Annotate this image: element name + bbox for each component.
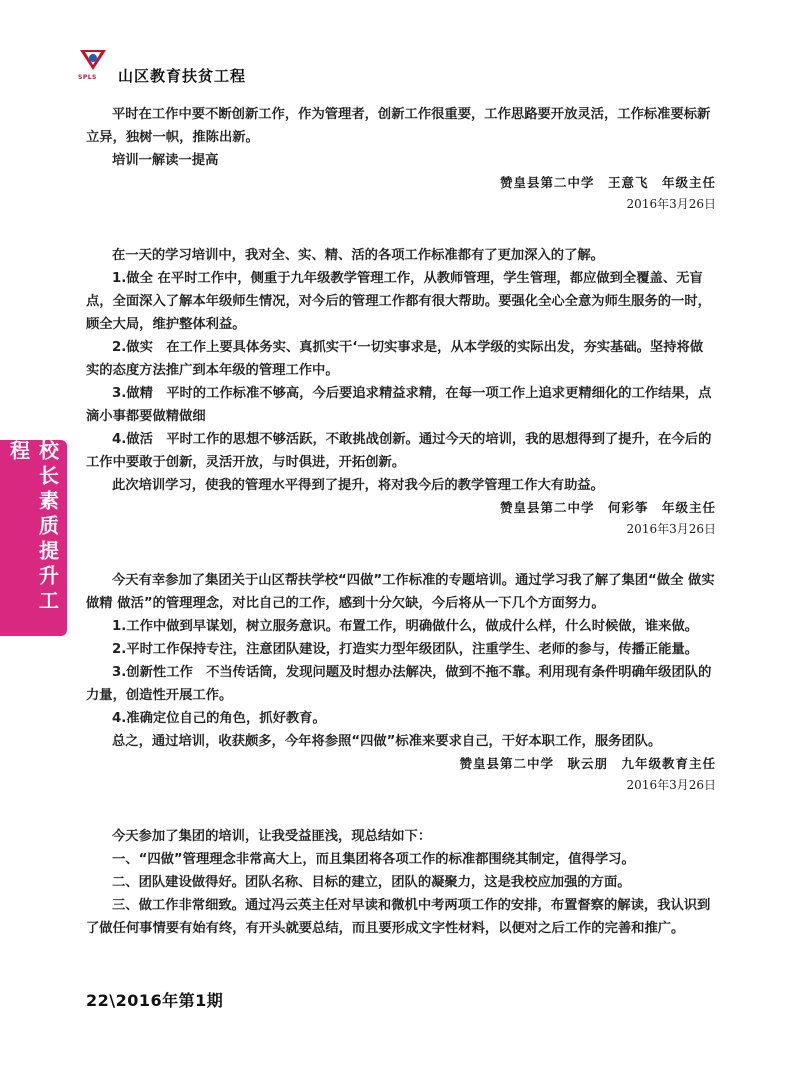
paragraph: 三、做工作非常细致。通过冯云英主任对早读和微机中考两项工作的安排，布置督察的解读，我认识到了做任何事情要有始有终，有开头就要总结，而且要形成文字性材料，以便对之后工作的完善和推广。: [86, 898, 711, 936]
paragraph: 4.做活 平时工作的思想不够活跃，不敢挑战创新。通过今天的培训，我的思想得到了提升，在今后的工作中要敢于创新，灵活开放，与时俱进，开拓创新。: [86, 432, 712, 470]
page-footer: 22\2016年第1期: [86, 991, 224, 1010]
paragraph: 3.做精 平时的工作标准不够高，今后要追求精益求精，在每一项工作上追求更精细化的工作结果，点滴小事都要做精做细: [86, 386, 712, 424]
logo-text: SPLS: [78, 74, 97, 81]
paragraph: 2.做实 在工作上要具体务实、真抓实干‘一切实事求是，从本学级的实际出发，夯实基础。坚持将做实的态度方法推广到本年级的管理工作中。: [86, 340, 704, 378]
paragraph: 今天有幸参加了集团关于山区帮扶学校“四做”工作标准的专题培训。通过学习我了解了集团“做全 做实 做精 做活”的管理理念，对比自己的工作，感到十分欠缺，今后将从一下几个方面努力。: [86, 573, 715, 611]
site-title: 山区教育扶贫工程: [118, 67, 247, 85]
paragraph: 在一天的学习培训中，我对全、实、精、活的各项工作标准都有了更加深入的了解。: [112, 248, 604, 263]
paragraph: 今天参加了集团的培训，让我受益匪浅，现总结如下：: [112, 829, 432, 844]
signature: 赞皇县第二中学 王意飞 年级主任: [499, 175, 716, 190]
section-tab: [0, 440, 67, 636]
paragraph: 此次培训学习，使我的管理水平得到了提升，将对我今后的教学管理工作大有助益。: [112, 478, 604, 493]
paragraph: 4.准确定位自己的角色，抓好教育。: [112, 711, 326, 726]
paragraph: 2.平时工作保持专注，注意团队建设，打造实力型年级团队，注重学生、老师的参与，传播正能量。: [112, 642, 699, 657]
page-header: [76, 46, 376, 90]
paragraph: 一、“四做”管理理念非常高大上，而且集团将各项工作的标准都围绕其制定，值得学习。: [112, 852, 635, 867]
paragraph: 平时在工作中要不断创新工作，作为管理者，创新工作很重要，工作思路要开放灵活，工作标准要标新立异，独树一帜，推陈出新。: [86, 107, 711, 145]
paragraph: 总之，通过培训，收获颇多，今年将参照“四做”标准来要求自己，干好本职工作，服务团队。: [112, 734, 662, 749]
paragraph: 培训一解读一提高: [112, 153, 219, 168]
signature: 赞皇县第二中学 耿云朋 九年级教育主任: [459, 756, 716, 771]
date: 2016年3月26日: [626, 778, 716, 792]
section-tab-label: 校长素质提升工程: [6, 440, 60, 615]
paragraph: 1.工作中做到早谋划，树立服务意识。布置工作，明确做什么，做成什么样，什么时候做，谁来做。: [112, 619, 699, 634]
paragraph: 二、团队建设做得好。团队名称、目标的建立，团队的凝聚力，这是我校应加强的方面。: [112, 875, 631, 890]
paragraph: 1.做全 在平时工作中，侧重于九年级教学管理工作，从教师管理，学生管理，都应做到全覆盖、无盲点，全面深入了解本年级师生情况，对今后的管理工作都有很大帮助。要强化全心全意为师生服务的一时，顾全大局，维护整体利益。: [86, 271, 711, 332]
signature: 赞皇县第二中学 何彩筝 年级主任: [499, 500, 716, 515]
date: 2016年3月26日: [626, 522, 716, 536]
date: 2016年3月26日: [626, 197, 716, 211]
paragraph: 3.创新性工作 不当传话筒，发现问题及时想办法解决，做到不拖不靠。利用现有条件明确年级团队的力量，创造性开展工作。: [86, 665, 712, 703]
article-body: [86, 103, 716, 940]
